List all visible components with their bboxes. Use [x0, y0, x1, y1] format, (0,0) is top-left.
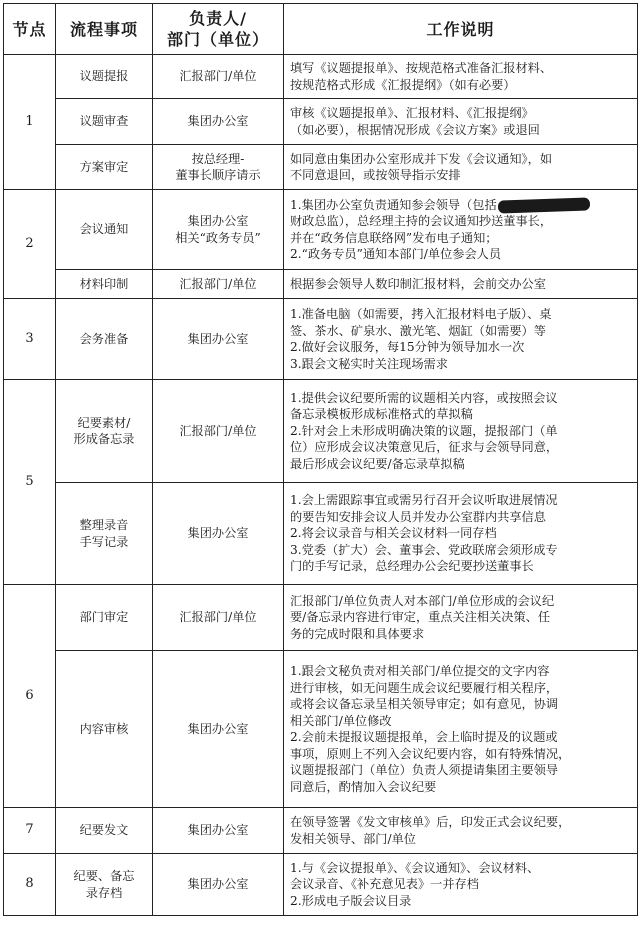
description-cell: 1.准备电脑（如需要，拷入汇报材料电子版）、桌 签、茶水、矿泉水、激光笔、烟缸（如需要）等 2.做好会议服务，每15分钟为领导加水一次 3.跟会文秘实时关注现场需求 — [284, 299, 638, 380]
description-cell: 汇报部门/单位负责人对本部门/单位形成的会议纪 要/备忘录内容进行审定，重点关注相关决策、任 务的完成时限和具体要求 — [284, 585, 638, 651]
description-cell: 根据参会领导人数印制汇报材料，会前交办公室 — [284, 270, 638, 299]
step-cell: 部门审定 — [56, 585, 153, 651]
description-cell: 1.与《会议提报单》、《会议通知》、会议材料、 会议录音、《补充意见表》一并存档 2.形成电子版会议目录 — [284, 854, 638, 916]
table-row-dept-approval — [4, 585, 638, 651]
node-cell-3: 3 — [4, 299, 56, 380]
description-cell: 审核《议题提报单》、汇报材料、《汇报提纲》 （如必要），根据情况形成《会议方案》或退回 — [284, 99, 638, 145]
owner-cell: 集团办公室 — [153, 99, 284, 145]
header-node: 节点 — [4, 4, 56, 55]
header-description: 工作说明 — [284, 4, 638, 55]
owner-cell: 集团办公室 — [153, 483, 284, 585]
node-cell-7: 7 — [4, 808, 56, 854]
owner-cell: 集团办公室 — [153, 808, 284, 854]
node-cell-6: 6 — [4, 585, 56, 808]
step-cell: 方案审定 — [56, 145, 153, 190]
table-row-plan-approval — [4, 145, 638, 190]
description-cell: 如同意由集团办公室形成并下发《会议通知》，如 不同意退回，或按领导指示安排 — [284, 145, 638, 190]
step-cell: 议题提报 — [56, 55, 153, 99]
description-cell: 填写《议题提报单》、按规范格式准备汇报材料、 按规范格式形成《汇报提纲》（如有必要） — [284, 55, 638, 99]
owner-cell: 集团办公室 — [153, 854, 284, 916]
owner-cell: 集团办公室 — [153, 299, 284, 380]
meeting-process-table — [3, 3, 638, 916]
table-row-issue-minutes — [4, 808, 638, 854]
owner-cell: 汇报部门/单位 — [153, 55, 284, 99]
step-cell: 内容审核 — [56, 651, 153, 808]
node-cell-8: 8 — [4, 854, 56, 916]
node-cell-1: 1 — [4, 55, 56, 190]
step-cell: 整理录音 手写记录 — [56, 483, 153, 585]
header-owner-line-1: 负责人/ — [189, 9, 247, 28]
table-row-content-review — [4, 651, 638, 808]
redaction-mark — [497, 197, 589, 213]
table-row-preparation — [4, 299, 638, 380]
header-step: 流程事项 — [56, 4, 153, 55]
description-cell: 1.提供会议纪要所需的议题相关内容，或按照会议 备忘录模板形成标准格式的草拟稿 2.针对会上未形成明确决策的议题，提报部门（单 位）应形成会议决策意见后，征求与会领导同意， 最后形成会议纪要/备忘录草拟稿 — [284, 380, 638, 483]
table-row-recording — [4, 483, 638, 585]
step-cell: 材料印制 — [56, 270, 153, 299]
table-row-proposal — [4, 55, 638, 99]
description-cell: 1.跟会文秘负责对相关部门/单位提交的文字内容 进行审核，如无问题生成会议纪要履行相关程序， 或将会议备忘录呈相关领导审定；如有意见，协调 相关部门/单位修改 2.会前未提报议题提报单，会上临时提及的议题或 事项，原则上不列入会议纪要内容，如有特殊情况， 议题提报部门（单位）负责人须提请集团主要领导 同意后，酌情加入会议纪要 — [284, 651, 638, 808]
step-cell: 纪要素材/ 形成备忘录 — [56, 380, 153, 483]
table-row-archive — [4, 854, 638, 916]
owner-cell: 集团办公室 — [153, 651, 284, 808]
description-cell: 1.集团办公室负责通知参会领导（包括 财政总监），总经理主持的会议通知抄送董事长， 并在“政务信息联络网”发布电子通知； 2.“政务专员”通知本部门/单位参会人员 — [284, 190, 638, 270]
header-row — [4, 4, 638, 55]
step-cell: 议题审查 — [56, 99, 153, 145]
description-cell: 1.会上需跟踪事宜或需另行召开会议听取进展情况 的要告知安排会议人员并发办公室群内共享信息 2.将会议录音与相关会议材料一同存档 3.党委（扩大）会、董事会、党政联席会须形成专 门的手写记录，总经理办公会纪要抄送董事长 — [284, 483, 638, 585]
table-row-minutes-material — [4, 380, 638, 483]
table-row-review — [4, 99, 638, 145]
header-owner-line-2: 部门（单位） — [166, 30, 269, 49]
description-cell: 在领导签署《发文审核单》后，印发正式会议纪要， 发相关领导、部门/单位 — [284, 808, 638, 854]
step-cell: 会务准备 — [56, 299, 153, 380]
owner-cell: 按总经理- 董事长顺序请示 — [153, 145, 284, 190]
step-cell: 会议通知 — [56, 190, 153, 270]
owner-cell: 汇报部门/单位 — [153, 380, 284, 483]
step-cell: 纪要、备忘 录存档 — [56, 854, 153, 916]
table-row-notification — [4, 190, 638, 270]
header-owner — [153, 4, 284, 55]
owner-cell: 汇报部门/单位 — [153, 270, 284, 299]
owner-cell: 集团办公室 相关“政务专员” — [153, 190, 284, 270]
step-cell: 纪要发文 — [56, 808, 153, 854]
owner-cell: 汇报部门/单位 — [153, 585, 284, 651]
table-row-printing — [4, 270, 638, 299]
node-cell-2: 2 — [4, 190, 56, 299]
node-cell-5: 5 — [4, 380, 56, 585]
